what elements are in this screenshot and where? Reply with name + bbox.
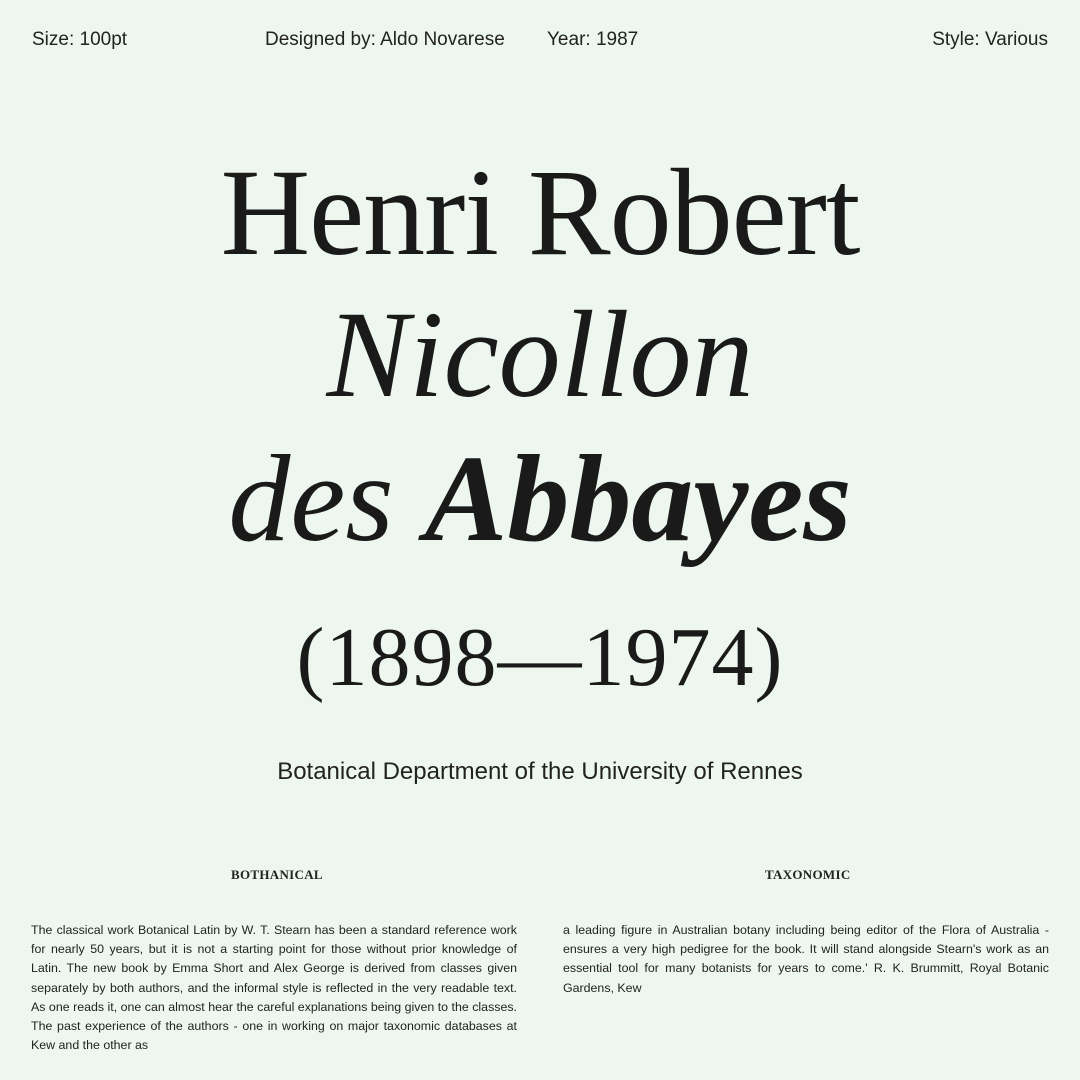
column-text-right: a leading figure in Australian botany including being editor of the Flora of Australia - ensures a very high pedigree for the book. It will stand alongside Stearn's work as an essential tool for many botanists for years to come.' R. K. Brummitt, Royal Botanic Gardens, Kew	[563, 923, 1049, 995]
meta-year: Year: 1987	[547, 29, 639, 50]
meta-size: Size: 100pt	[32, 29, 128, 50]
headline-name-middle: Nicollon	[326, 286, 754, 423]
meta-designer: Designed by: Aldo Novarese	[265, 29, 505, 50]
headline-last-prefix: des	[228, 430, 425, 567]
headline-name-first: Henri Robert	[220, 144, 860, 281]
column-heading-right: TAXONOMIC	[765, 867, 851, 882]
column-text-left: The classical work Botanical Latin by W. T. Stearn has been a standard reference work for nearly 50 years, but it is not a starting point for those without prior knowledge of Latin. The new book by Emma Short and Alex George is derived from classes given separately by both authors, and the informal style is reflected in the very readable text. As one reads it, one can almost hear the careful explanations being given to the classes. The past experience of the authors - one in working on major taxonomic databases at Kew and the other as	[31, 923, 517, 1053]
column-heading-left: BOTHANICAL	[231, 867, 323, 882]
headline-dates: (1898—1974)	[296, 611, 784, 704]
institution-subtitle: Botanical Department of the University of Rennes	[277, 758, 803, 785]
meta-style: Style: Various	[932, 29, 1048, 50]
headline-last-bold: Abbayes	[424, 430, 852, 567]
headline-name-last	[0, 430, 1080, 567]
